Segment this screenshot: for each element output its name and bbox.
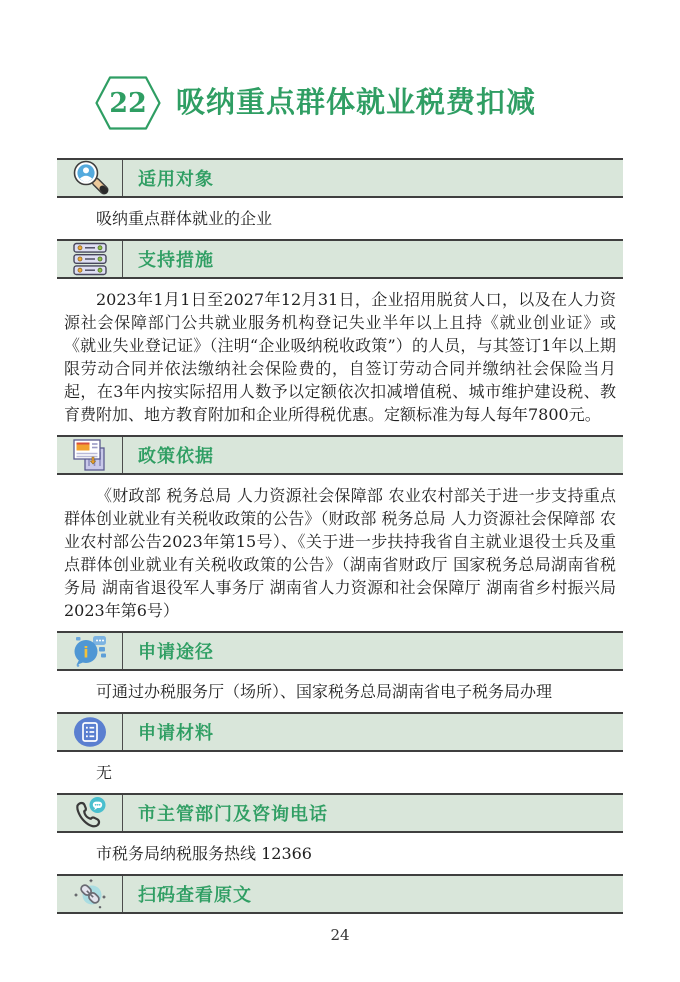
section-application-channel — [57, 631, 623, 703]
link-icon — [57, 876, 123, 912]
section-applicable-objects — [57, 158, 623, 230]
page-header — [95, 0, 623, 130]
section-support-measures — [57, 239, 623, 426]
section-header — [57, 435, 623, 475]
section-body: 无 — [96, 763, 113, 782]
section-body: 市税务局纳税服务热线 12366 — [96, 844, 312, 863]
section-title: 申请途径 — [138, 642, 214, 663]
section-header — [57, 874, 623, 914]
list-circle-icon — [57, 714, 123, 750]
page-number: 24 — [330, 926, 350, 944]
section-header — [57, 793, 623, 833]
item-number-badge — [95, 76, 161, 130]
section-scan-qr — [57, 874, 623, 914]
phone-chat-icon — [57, 795, 123, 831]
section-title: 支持措施 — [138, 250, 214, 271]
section-application-materials — [57, 712, 623, 784]
server-stack-icon — [57, 241, 123, 277]
section-authority-contact — [57, 793, 623, 865]
documents-icon — [57, 437, 123, 473]
section-title: 扫码查看原文 — [138, 885, 252, 906]
section-policy-basis — [57, 435, 623, 622]
section-title: 适用对象 — [138, 169, 214, 190]
svg-text:i: i — [82, 643, 89, 662]
info-chat-icon — [57, 633, 123, 669]
section-body: 吸纳重点群体就业的企业 — [96, 209, 273, 228]
section-title: 申请材料 — [138, 723, 214, 744]
section-header — [57, 712, 623, 752]
section-body: 《财政部 税务总局 人力资源社会保障部 农业农村部关于进一步支持重点群体创业就业有关税收政策的公告》（财政部 税务总局 人力资源社会保障部 农业农村部公告2023年第15号）、《关于进一步扶持我省自主就业退役士兵及重点群体创业就业有关税收政策的公告》（湖南省财政厅 国家税务总局湖南省税务局 湖南省退役军人事务厅 湖南省人力资源和社会保障厅 湖南省乡村振兴局2023年第6号） — [64, 486, 616, 620]
section-header — [57, 631, 623, 671]
section-body: 2023年1月1日至2027年12月31日，企业招用脱贫人口，以及在人力资源社会保障部门公共就业服务机构登记失业半年以上且持《就业创业证》或《就业失业登记证》（注明“企业吸纳税收政策”）的人员，与其签订1年以上期限劳动合同并依法缴纳社会保险费的，自签订劳动合同并缴纳社会保险当月起，在3年内按实际招用人数予以定额依次扣减增值税、城市维护建设税、教育费附加、地方教育附加和企业所得税优惠。定额标准为每人每年7800元。 — [64, 290, 616, 424]
section-body: 可通过办税服务厅（场所）、国家税务总局湖南省电子税务局办理 — [96, 682, 553, 701]
page-title: 吸纳重点群体就业税费扣减 — [176, 85, 537, 120]
section-title: 政策依据 — [138, 446, 214, 467]
section-header — [57, 158, 623, 198]
item-number: 22 — [109, 87, 147, 119]
section-header — [57, 239, 623, 279]
magnifier-user-icon — [57, 160, 123, 196]
section-title: 市主管部门及咨询电话 — [138, 804, 328, 825]
